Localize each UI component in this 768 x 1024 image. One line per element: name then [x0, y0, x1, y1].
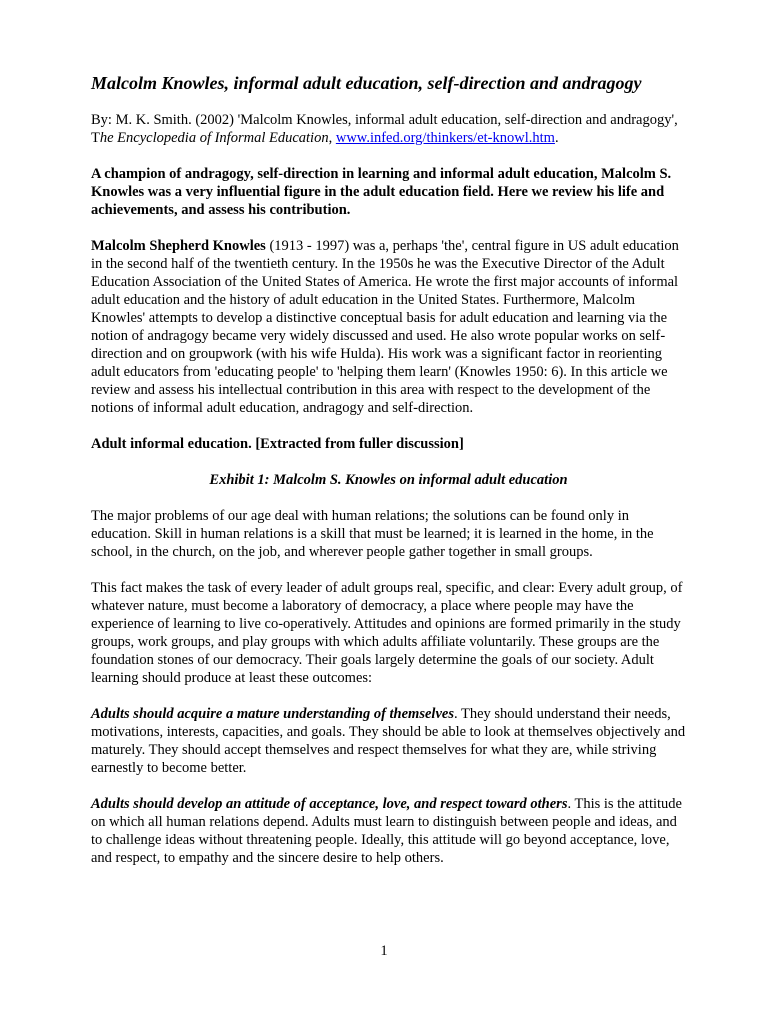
paragraph-democracy: This fact makes the task of every leader of adult groups real, specific, and clear: Every adult group, of whatever nature, must become a laboratory of democracy, a place where people may have the experience of learning to live co-operatively. Attitudes and opinions are formed primarily in the study groups, work groups, and play groups with which adults affiliate voluntarily. These groups are the foundation stones of our democracy. Their goals largely determine the goals of our society. Adult learning should produce at least these outcomes: — [91, 580, 683, 686]
paragraph-human-relations: The major problems of our age deal with human relations; the solutions can be found only in education. Skill in human relations is a skill that must be learned; it is learned in the home, in the school, in the church, on the job, and wherever people gather together in small groups. — [91, 508, 654, 560]
source-link[interactable]: www.infed.org/thinkers/et-knowl.htm — [335, 130, 555, 146]
outcome-understanding-text: . They should understand their needs, motivations, interests, capacities, and goals. They should be able to look at themselves objectively and maturely. They should accept themselves and respect themselves for what they are, while striving earnestly to become better. — [91, 706, 686, 776]
outcome-acceptance — [91, 795, 686, 867]
page-number: 1 — [380, 943, 388, 959]
section-heading: Adult informal education. [Extracted from fuller discussion] — [91, 436, 464, 452]
citation-journal: he Encyclopedia of Informal Education — [99, 130, 329, 146]
outcome-acceptance-lead: Adults should develop an attitude of acceptance, love, and respect toward others — [91, 796, 568, 812]
citation-text: By: M. K. Smith. (2002) 'Malcolm Knowles, informal adult education, self-direction and andragogy', T — [91, 112, 678, 146]
intro-text: (1913 - 1997) was a, perhaps 'the', central figure in US adult education in the second half of the twentieth century. In the 1950s he was the Executive Director of the Adult Education Association of the United States of America. He wrote the first major accounts of informal adult education and the history of adult education in the United States. Furthermore, Malcolm Knowles' attempts to develop a distinctive conceptual basis for adult education and learning via the notion of andragogy became very widely discussed and used. He also wrote popular works on self-direction and on groupwork (with his wife Hulda). His work was a significant factor in reorienting adult educators from 'educating people' to 'helping them learn' (Knowles 1950: 6). In this article we review and assess his intellectual contribution in this area with respect to the development of the notions of informal adult education, andragogy and self-direction. — [91, 238, 679, 416]
citation — [91, 111, 686, 147]
outcome-acceptance-text: . This is the attitude on which all human relations depend. Adults must learn to distinguish between people and ideas, and to challenge ideas without threatening people. Ideally, this attitude will go beyond acceptance, love, and respect, to empathy and the sincere desire to help others. — [91, 796, 682, 866]
exhibit-title: Exhibit 1: Malcolm S. Knowles on informal adult education — [209, 472, 568, 488]
intro-name: Malcolm Shepherd Knowles — [91, 238, 266, 254]
citation-separator: , — [328, 130, 336, 146]
outcome-understanding — [91, 705, 686, 777]
document-title: Malcolm Knowles, informal adult education, self-direction and andragogy — [91, 73, 642, 93]
citation-end: . — [554, 130, 559, 146]
intro-paragraph — [91, 237, 686, 417]
outcome-understanding-lead: Adults should acquire a mature understanding of themselves — [91, 706, 454, 722]
abstract: A champion of andragogy, self-direction in learning and informal adult education, Malcolm S. Knowles was a very influential figure in the adult education field. Here we review his life and achievements, and assess his contribution. — [91, 166, 672, 218]
